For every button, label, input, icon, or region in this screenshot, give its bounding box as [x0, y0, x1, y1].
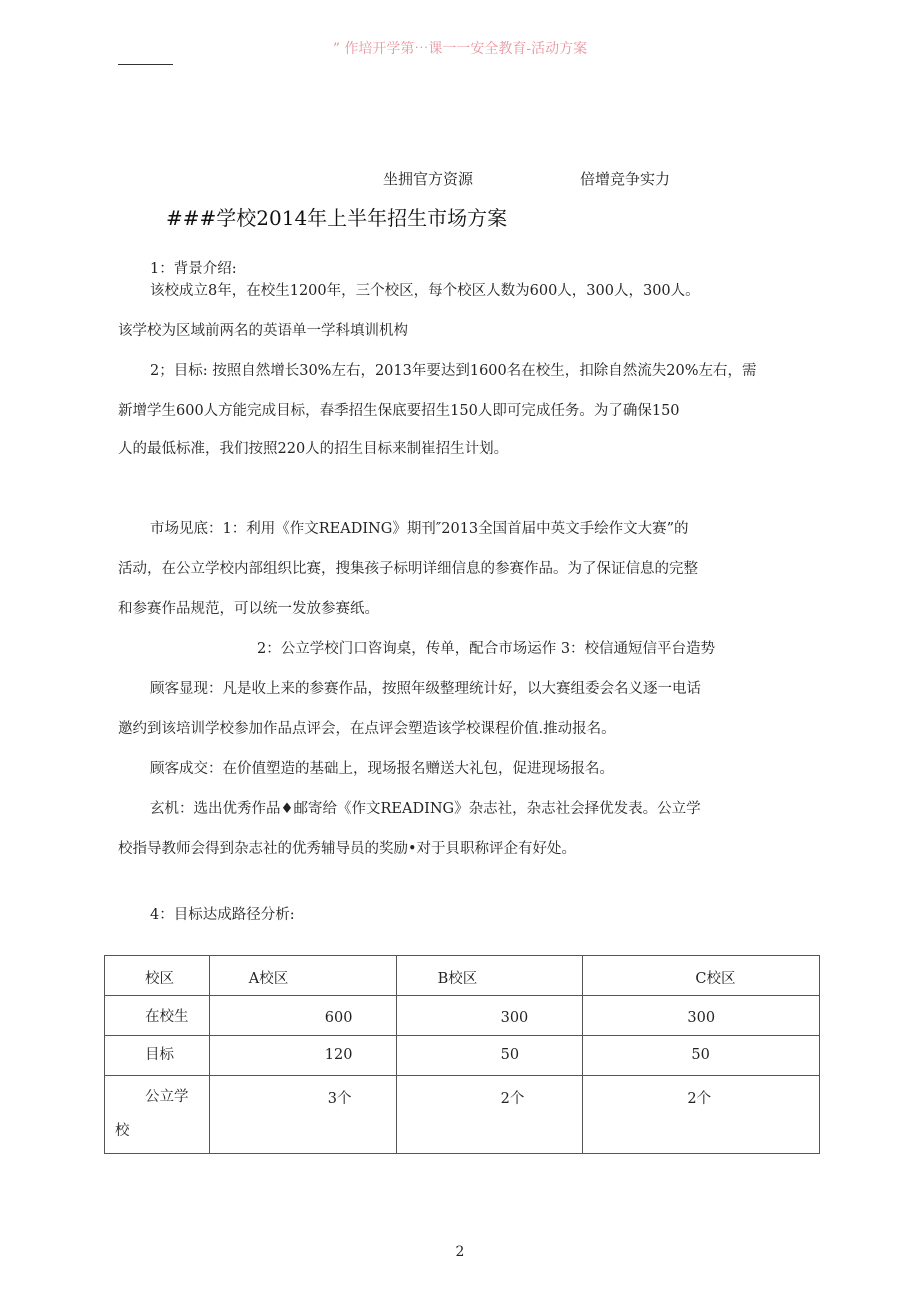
section-trick-line: 玄机：选出优秀作品♦邮寄给《作文READING》杂志社，杂志社会择优发表。公立学: [150, 801, 701, 817]
slogan-left: 坐拥官方资源: [383, 170, 474, 188]
paragraph-line: 和参赛作品规范，可以统一发放参赛纸。: [118, 601, 379, 617]
section-deal-line: 顾客成交：在价值塑造的基础上，现场报名赠送大礼包，促进现场报名。: [150, 761, 614, 777]
section-market-line: 市场见底：1：利用《作文READING》期刊″2013全国首届中英文手绘作文大赛”的: [150, 521, 689, 537]
paragraph-line: 校指导教师会得到杂志社的优秀辅导员的奖励•对于貝职称评企有好处。: [118, 841, 577, 857]
section-goal-line: 2；目标: 按照自然增长30%左右，2013年要达到1600名在校生，扣除自然流失20%左右，需: [150, 363, 757, 379]
paragraph-line: 2：公立学校门口咨询桌，传单，配合市场运作 3：校信通短信平台造势: [257, 641, 716, 657]
campus-table: [104, 955, 820, 1154]
table-row: [105, 996, 820, 1036]
table-cell: 120: [209, 1036, 396, 1076]
header-rule: [118, 64, 173, 65]
page-header: ” 作培开学第⋯课一一安全教育-活动方案: [332, 41, 588, 57]
page-number: 2: [455, 1244, 465, 1260]
table-header-cell: A校区: [209, 956, 396, 996]
table-row-label: 公立学 校: [105, 1076, 210, 1154]
table-cell: 2个: [583, 1076, 820, 1154]
table-cell: 300: [583, 996, 820, 1036]
table-row-label: 目标: [105, 1036, 210, 1076]
table-header-cell: 校区: [105, 956, 210, 996]
table-cell: 3个: [209, 1076, 396, 1154]
table-cell: 50: [396, 1036, 583, 1076]
paragraph-line: 人的最低标准，我们按照220人的招生目标来制崔招生计划。: [118, 441, 509, 457]
table-row: [105, 1076, 820, 1154]
section-analysis-heading: 4：目标达成路径分析:: [150, 907, 295, 923]
table-cell: 50: [583, 1036, 820, 1076]
paragraph-line: 活动，在公立学校内部组织比赛，搜集孩子标明详细信息的参赛作品。为了保证信息的完整: [118, 561, 698, 577]
table-row-label-wrap: 校: [115, 1123, 130, 1139]
document-title: ###学校2014年上半年招生市场方案: [166, 206, 508, 230]
table-row-label: 在校生: [105, 996, 210, 1036]
table-header-cell: C校区: [583, 956, 820, 996]
table-header-row: [105, 956, 820, 996]
paragraph-line: 新增学生600人方能完成目标，春季招生保底要招生150人即可完成任务。为了确保150: [118, 403, 680, 419]
paragraph-line: 该学校为区域前两名的英语单一学科填训机构: [118, 323, 408, 339]
paragraph-line: 邀约到该培训学校参加作品点评会，在点评会塑造该学校课程价值.推动报名。: [118, 721, 616, 737]
section-customer-line: 顾客显现：凡是收上来的参赛作品，按照年级整理统计好，以大赛组委会名义逐一电话: [150, 681, 701, 697]
table-header-cell: B校区: [396, 956, 583, 996]
slogan-right: 倍增竞争实力: [580, 170, 671, 188]
section-background-heading: 1：背景介绍:: [150, 261, 237, 277]
paragraph-line: 该校成立8年，在校生1200年，三个校区，每个校区人数为600人，300人，300人。: [150, 283, 700, 299]
table-cell: 2个: [396, 1076, 583, 1154]
table-row: [105, 1036, 820, 1076]
table-cell: 300: [396, 996, 583, 1036]
table-cell: 600: [209, 996, 396, 1036]
